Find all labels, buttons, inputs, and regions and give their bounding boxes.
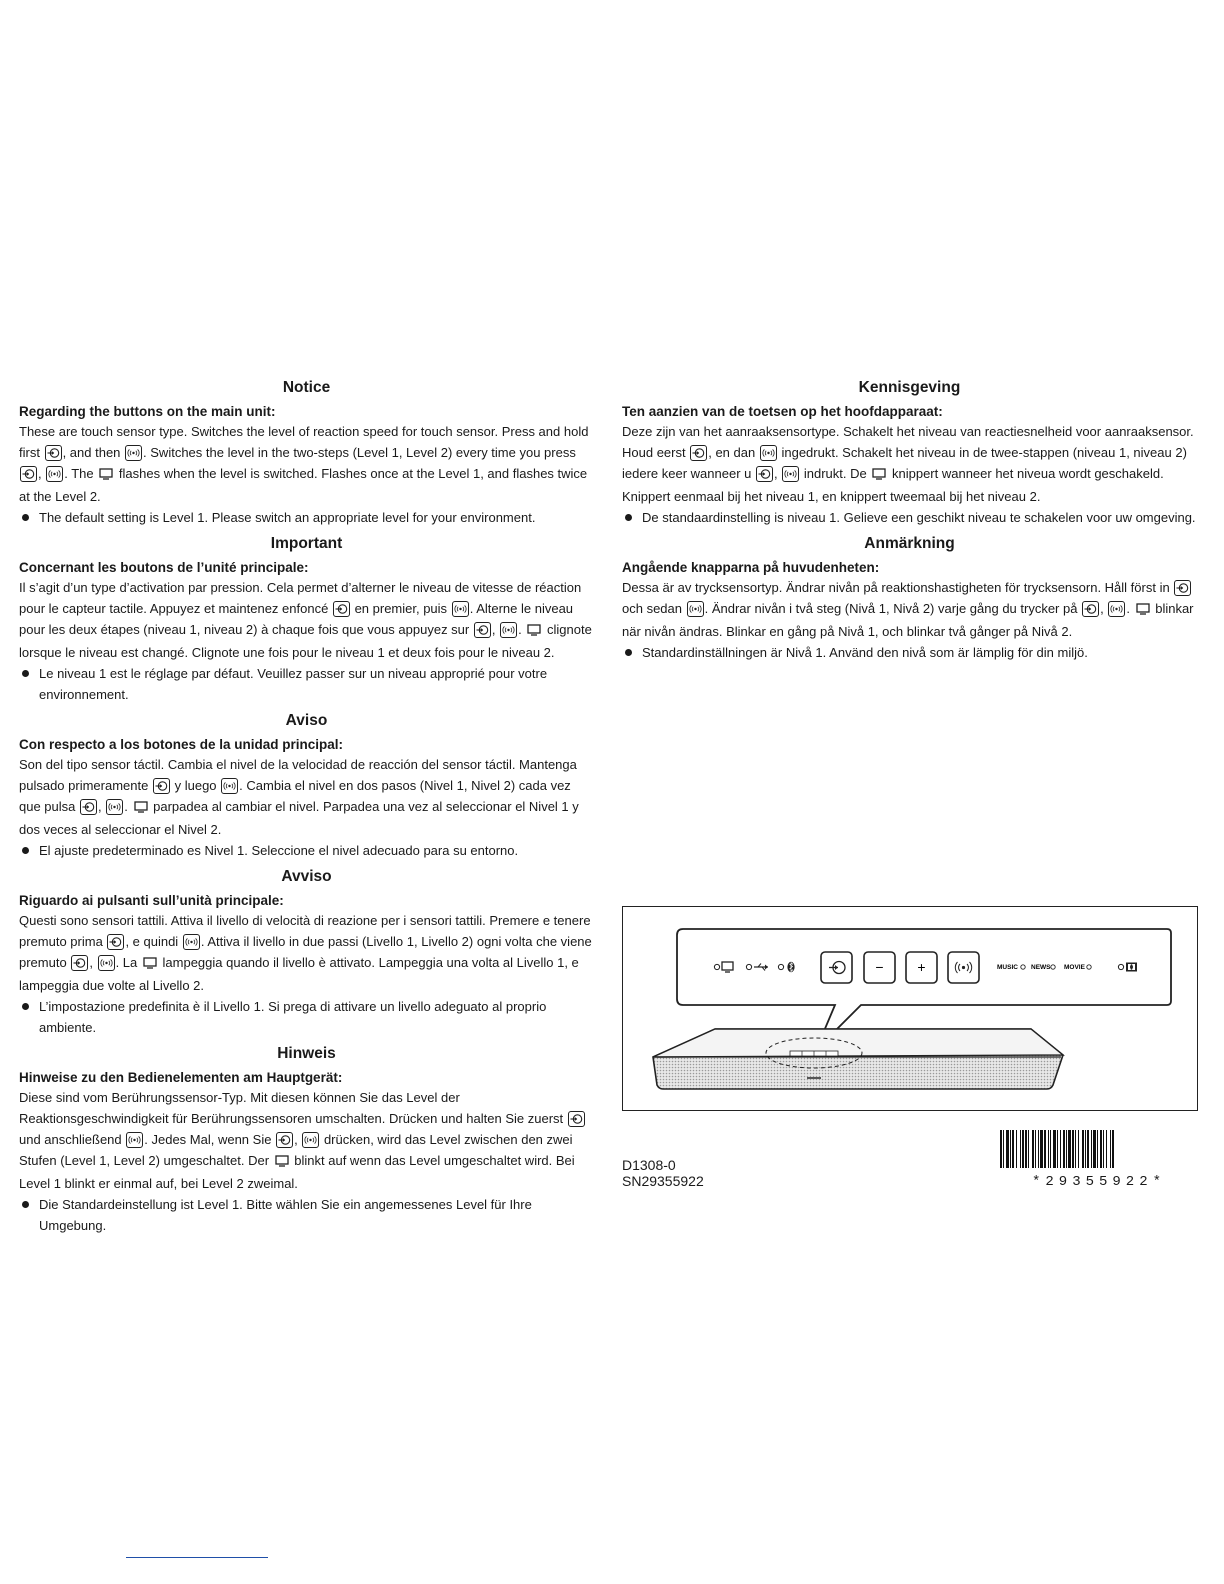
body-text-part: knippert wanneer het niveua wordt geschakeld. Knippert eenmaal bij het niveau 1, en knippert tweemaal bij het niveau 2. [622,466,1164,504]
body-text-part: en premier, puis [354,601,448,616]
body-text-part: blinkt auf wenn das Level umgeschaltet wird. Bei Level 1 blinkt er einmal auf, bei Level 2 zweimal. [19,1153,575,1191]
body-text-part: , [89,955,93,970]
music-label: MUSIC [997,964,1018,971]
body-text-part: . [1126,601,1130,616]
section-heading: Avviso [281,868,332,885]
input-icon [474,622,491,638]
barcode-bar [1035,1130,1036,1168]
body-text-part: Questi sono sensori tattili. Attiva il livello di velocità di reazione per i sensori tattili. Premere e tenere premuto prima [19,913,591,949]
surround-icon [452,601,469,617]
surround-icon [1108,601,1125,617]
body-text-part: Diese sind vom Berührungssensor-Typ. Mit diesen können Sie das Level der Reaktionsgeschwindigkeit für Berührungssensoren umschalten. Drücken und halten Sie zuerst [19,1090,564,1126]
section-subheading: Ten aanzien van de toetsen op het hoofdapparaat: [622,404,943,419]
notice-nl [622,378,1197,528]
barcode-bar [1020,1130,1021,1168]
body-text-part: . La [115,955,138,970]
section-bullet: De standaardinstelling is niveau 1. Gelieve een geschikt niveau te schakelen voor uw omgeving. [622,507,1197,528]
section-heading: Anmärkning [864,535,955,552]
notice-en [19,378,594,528]
svg-text:+: + [917,959,926,975]
barcode-bar [1006,1130,1009,1168]
serial-number: SN29355922 [622,1173,704,1189]
model-number: D1308-0 [622,1157,676,1173]
left-column [19,378,594,1242]
input-icon [153,778,170,794]
barcode-bar [1060,1130,1061,1168]
barcode-bar [1100,1130,1102,1168]
barcode-bars [1000,1130,1198,1168]
body-text-part: blinkar när nivån ändras. Blinkar en gång på Nivå 1, och blinkar två gånger på Nivå 2. [622,601,1194,639]
body-text-part: These are touch sensor type. Switches the level of reaction speed for touch sensor. Press and hold first [19,424,589,460]
display-icon [872,465,886,486]
barcode-bar [1032,1130,1034,1168]
news-label: NEWS [1031,964,1051,971]
section-bullet: The default setting is Level 1. Please switch an appropriate level for your environment. [19,507,594,528]
barcode-bar [1066,1130,1067,1168]
input-icon [690,445,707,461]
footer-line [126,1557,268,1558]
surround-button [948,952,979,983]
body-text-part: clignote lorsque le niveau est changé. Clignote une fois pour le niveau 1 et deux fois pour le niveau 2. [19,622,592,660]
soundbar-body [653,1029,1063,1089]
display-icon [1136,600,1150,621]
barcode-bar [1003,1130,1004,1168]
surround-icon [687,601,704,617]
body-text-part: , [98,799,102,814]
barcode-bar [1044,1130,1046,1168]
notice-de [19,1044,594,1236]
surround-icon [106,799,123,815]
section-body [19,910,594,996]
section-bullet: L’impostazione predefinita è il Livello 1. Si prega di attivare un livello adeguato al proprio ambiente. [19,996,594,1038]
body-text-part: . Ändrar nivån i två steg (Nivå 1, Nivå 2) varje gång du trycker på [704,601,1078,616]
barcode-bar [1085,1130,1086,1168]
movie-label: MOVIE [1064,964,1085,971]
barcode-bar [1112,1130,1114,1168]
body-text-part: ingedrukt. Schakelt het niveau in de twee-stappen (niveau 1, niveau 2) iedere keer wanneer u [622,445,1187,481]
input-icon [756,466,773,482]
body-text-part: Son del tipo sensor táctil. Cambia el nivel de la velocidad de reacción del sensor táctil. Mantenga pulsado primeramente [19,757,577,793]
body-text-part: y luego [174,778,217,793]
notice-it [19,867,594,1038]
body-text-part: . [124,799,128,814]
body-text-part: Dessa är av trycksensortyp. Ändrar nivån på reaktionshastigheten för trycksensorn. Håll först in [622,580,1170,595]
surround-icon [126,1132,143,1148]
volume-up-button [906,952,937,983]
section-subheading: Hinweise zu den Bedienelementen am Hauptgerät: [19,1070,343,1085]
barcode-bar [1016,1130,1017,1168]
section-bullet: El ajuste predeterminado es Nivel 1. Seleccione el nivel adecuado para su entorno. [19,840,594,861]
body-text-part: , en dan [708,445,756,460]
barcode-bar [1082,1130,1084,1168]
surround-icon [46,466,63,482]
barcode-bar [1053,1130,1056,1168]
model-codes [622,1157,704,1189]
barcode-bar [1110,1130,1111,1168]
input-icon [276,1132,293,1148]
body-text-part: , and then [62,445,121,460]
barcode-bar [1028,1130,1029,1168]
body-text-part: . Jedes Mal, wenn Sie [144,1132,272,1147]
mode-indicators [997,964,1091,971]
barcode-bar [1103,1130,1104,1168]
body-text-part: Il s’agit d’un type d’activation par pression. Cela permet d’alterner le niveau de vitesse de réaction pour le capteur tactile. Appuyez et maintenez enfoncé [19,580,582,616]
input-icon [71,955,88,971]
body-text-part: , [491,622,496,637]
barcode-bar [1050,1130,1051,1168]
barcode-bar [1010,1130,1011,1168]
input-icon [20,466,37,482]
section-heading: Aviso [285,712,328,729]
section-subheading: Angående knapparna på huvudenheten: [622,560,880,575]
section-body [622,577,1197,642]
notice-sv [622,534,1197,663]
section-bullet: Die Standardeinstellung ist Level 1. Bitte wählen Sie ein angemessenes Level für Ihre Umgebung. [19,1194,594,1236]
right-column [622,378,1197,669]
barcode-bar [1025,1130,1027,1168]
barcode-bar [1040,1130,1043,1168]
section-bullet: Le niveau 1 est le réglage par défaut. Veuillez passer sur un niveau approprié pour votre environnement. [19,663,594,705]
body-text-part: , [1100,601,1104,616]
display-icon [527,621,541,642]
surround-icon [760,445,777,461]
input-icon [333,601,350,617]
barcode-bar [1057,1130,1058,1168]
section-body [19,421,594,507]
body-text-part: och sedan [622,601,682,616]
main-unit-illustration [622,906,1198,1111]
display-icon [99,465,113,486]
body-text-part: lampeggia quando il livello è attivato. Lampeggia una volta al Livello 1, e lampeggia due volte al Livello 2. [19,955,579,993]
body-text-part: , [38,466,42,481]
body-text-part: drücken, wird das Level zwischen den zwei Stufen (Level 1, Level 2) umgeschaltet. Der [19,1132,573,1168]
body-text-part: . Alterne le niveau pour les deux étapes (niveau 1, niveau 2) à chaque fois que vous appuyez sur [19,601,574,637]
body-text-part: flashes when the level is switched. Flashes once at the Level 1, and flashes twice at the Level 2. [19,466,588,504]
input-icon [1082,601,1099,617]
surround-icon [782,466,799,482]
barcode-bar [1063,1130,1065,1168]
section-subheading: Concernant les boutons de l’unité principale: [19,560,309,575]
barcode-bar [1048,1130,1049,1168]
body-text-part: und anschließend [19,1132,122,1147]
display-icon [134,798,148,819]
body-text-part: Deze zijn van het aanraaksensortype. Schakelt het niveau van reactiesnelheid voor aanraaksensor. Houd eerst [622,424,1194,460]
barcode-bar [1093,1130,1096,1168]
body-text-part: , [773,466,778,481]
section-heading: Kennisgeving [858,379,961,396]
barcode-bar [1106,1130,1107,1168]
main-unit-drawing [623,907,1197,1110]
body-text-part: parpadea al cambiar el nivel. Parpadea una vez al seleccionar el Nivel 1 y dos veces al seleccionar el Nivel 2. [19,799,579,837]
barcode-bar [1022,1130,1024,1168]
surround-icon [500,622,517,638]
section-subheading: Regarding the buttons on the main unit: [19,404,276,419]
body-text-part: . Attiva il livello in due passi (Livello 1, Livello 2) ogni volta che viene premuto [19,934,592,970]
input-button [821,952,852,983]
barcode [1000,1130,1198,1190]
barcode-bar [1087,1130,1089,1168]
input-icon [1174,580,1191,596]
barcode-bar [1075,1130,1076,1168]
barcode-bar [1068,1130,1071,1168]
surround-icon [98,955,115,971]
body-text-part: . The [64,466,94,481]
body-text-part: . Cambia el nivel en dos pasos (Nivel 1, Nivel 2) cada vez que pulsa [19,778,571,814]
barcode-bar [1038,1130,1039,1168]
section-bullet: Standardinställningen är Nivå 1. Använd den nivå som är lämplig för din miljö. [622,642,1197,663]
section-body [19,1087,594,1194]
input-icon [107,934,124,950]
barcode-digits: *29355922* [1031,1174,1166,1190]
notice-es [19,711,594,861]
surround-icon [302,1132,319,1148]
section-heading: Important [270,535,343,552]
section-body [622,421,1197,507]
section-subheading: Riguardo ai pulsanti sull’unità principale: [19,893,284,908]
barcode-bar [1091,1130,1092,1168]
display-icon [275,1152,289,1173]
display-icon [143,954,157,975]
body-text-part: indrukt. De [803,466,867,481]
input-icon [568,1111,585,1127]
input-icon [45,445,62,461]
svg-text:−: − [875,959,884,975]
section-body [19,577,594,663]
barcode-bar [1097,1130,1098,1168]
surround-icon [183,934,200,950]
volume-down-button [864,952,895,983]
section-heading: Hinweis [277,1045,336,1062]
section-body [19,754,594,840]
section-heading: Notice [282,379,331,396]
body-text-part: . [518,622,522,637]
body-text-part: , [294,1132,298,1147]
surround-icon [125,445,142,461]
barcode-bar [1078,1130,1079,1168]
section-subheading: Con respecto a los botones de la unidad principal: [19,737,344,752]
barcode-bar [1012,1130,1014,1168]
body-text-part: . Switches the level in the two-steps (Level 1, Level 2) every time you press [143,445,576,460]
barcode-bar [1000,1130,1002,1168]
input-icon [80,799,97,815]
body-text-part: , e quindi [125,934,179,949]
notice-fr [19,534,594,705]
barcode-bar [1072,1130,1074,1168]
surround-icon [221,778,238,794]
